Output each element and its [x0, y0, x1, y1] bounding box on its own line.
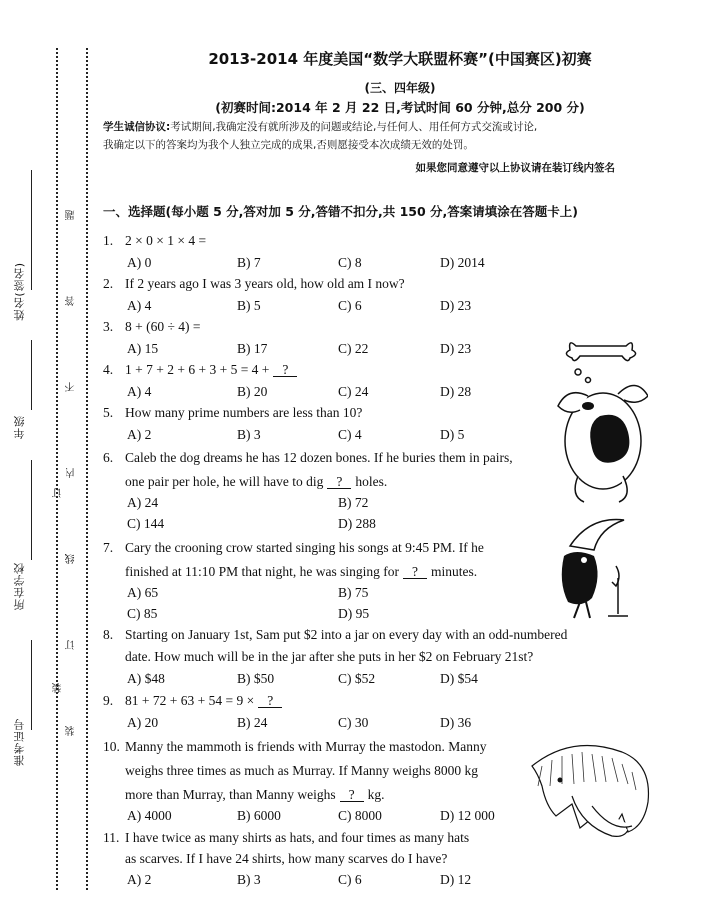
option-d[interactable]: D) 5: [440, 427, 465, 442]
option-b[interactable]: B) 6000: [237, 808, 281, 823]
option-a[interactable]: A) 24: [127, 495, 159, 510]
option-d[interactable]: D) 12: [440, 872, 472, 887]
option-b[interactable]: B) 75: [338, 585, 369, 600]
inner-mark-zhuang: 装: [66, 726, 77, 736]
option-c[interactable]: C) 6: [338, 872, 362, 887]
option-c[interactable]: C) 6: [338, 298, 362, 313]
agree-note: 如果您同意遵守以上协议请在装订线内签名: [415, 162, 615, 174]
answer-blank: ?: [273, 363, 297, 377]
question-number: 3.: [103, 319, 114, 334]
school-line: [31, 460, 32, 560]
option-b[interactable]: B) 72: [338, 495, 369, 510]
grade-level: (三、四年级): [364, 81, 436, 95]
name-signature-label: 姓名(签名): [13, 262, 26, 321]
answer-blank: ?: [327, 475, 351, 489]
question-10-line-3: [125, 787, 384, 803]
crow-singing-illustration: [550, 516, 640, 620]
option-a[interactable]: A) 4: [127, 298, 152, 313]
option-a[interactable]: A) 2: [127, 872, 152, 887]
question-9: [103, 693, 286, 709]
option-d[interactable]: D) 23: [440, 298, 472, 313]
question-text: minutes.: [430, 564, 478, 579]
question-text: holes.: [355, 474, 388, 489]
option-b[interactable]: B) 24: [237, 715, 268, 730]
question-text: Caleb the dog dreams he has 12 dozen bones. If he buries them in pairs,: [125, 450, 513, 465]
question-10-line-2: [125, 763, 478, 779]
option-b[interactable]: B) 5: [237, 298, 261, 313]
question-number: 1.: [103, 233, 114, 248]
option-b[interactable]: B) 3: [237, 427, 261, 442]
option-c[interactable]: C) 4: [338, 427, 362, 442]
question-text: more than Murray, than Manny weighs: [125, 787, 336, 802]
question-text: date. How much will be in the jar after she puts in her $2 on February 21st?: [125, 649, 534, 664]
question-11: [103, 830, 469, 846]
question-text: 81 + 72 + 63 + 54 = 9 ×: [125, 693, 255, 708]
option-c[interactable]: C) 22: [338, 341, 369, 356]
option-d[interactable]: D) 23: [440, 341, 472, 356]
school-label: 所在学校: [13, 562, 26, 610]
question-text: 2 × 0 × 1 × 4 =: [125, 233, 207, 248]
question-text: one pair per hole, he will have to dig: [125, 474, 324, 489]
question-4: [103, 362, 301, 378]
inner-mark-ti: 题: [66, 210, 77, 220]
option-b[interactable]: B) 20: [237, 384, 268, 399]
option-c[interactable]: C) 8: [338, 255, 362, 270]
question-text: If 2 years ago I was 3 years old, how old am I now?: [125, 276, 405, 291]
option-c[interactable]: C) $52: [338, 671, 376, 686]
question-number: 6.: [103, 450, 114, 465]
option-a[interactable]: A) 4000: [127, 808, 172, 823]
grade-label: 年级: [13, 415, 26, 439]
inner-mark-da: 答: [66, 296, 77, 306]
option-a[interactable]: A) 20: [127, 715, 159, 730]
question-11-line-2: [125, 851, 447, 867]
exam-id-label: 准考证号: [13, 718, 26, 766]
mammoth-illustration: [512, 736, 662, 846]
option-d[interactable]: D) 28: [440, 384, 472, 399]
option-a[interactable]: A) $48: [127, 671, 165, 686]
option-c[interactable]: C) 8000: [338, 808, 382, 823]
option-a[interactable]: A) 0: [127, 255, 152, 270]
honor-line-1: 考试期间,我确定没有就所涉及的问题或结论,与任何人、用任何方式交流或讨论,: [170, 121, 538, 133]
option-d[interactable]: D) $54: [440, 671, 478, 686]
question-text: I have twice as many shirts as hats, and four times as many hats: [125, 830, 470, 845]
question-text: Cary the crooning crow started singing his songs at 9:45 PM. If he: [125, 540, 484, 555]
question-text: finished at 11:10 PM that night, he was singing for: [125, 564, 399, 579]
question-number: 8.: [103, 627, 114, 642]
question-number: 7.: [103, 540, 114, 555]
exam-time: (初赛时间:2014 年 2 月 22 日,考试时间 60 分钟,总分 200 分): [215, 100, 585, 115]
option-c[interactable]: C) 24: [338, 384, 369, 399]
option-c[interactable]: C) 30: [338, 715, 369, 730]
question-10: [103, 739, 486, 755]
option-d[interactable]: D) 12 000: [440, 808, 495, 823]
question-text: weighs three times as much as Murray. If Manny weighs 8000 kg: [125, 763, 479, 778]
question-8: [103, 627, 567, 643]
question-1: [103, 233, 206, 249]
question-number: 9.: [103, 693, 114, 708]
answer-blank: ?: [258, 694, 282, 708]
outer-mark-ding: 订: [53, 488, 64, 498]
dog-dreaming-bone-illustration: [548, 336, 648, 506]
inner-mark-ding: 订: [66, 640, 77, 650]
question-number: 10.: [103, 739, 120, 754]
question-number: 2.: [103, 276, 114, 291]
inner-mark-bu: 不: [66, 382, 77, 392]
option-d[interactable]: D) 95: [338, 606, 370, 621]
question-7: [103, 540, 484, 556]
outer-mark-zhuang: 装: [53, 683, 64, 693]
honor-label: 学生诚信协议:: [103, 121, 171, 133]
question-text: kg.: [367, 787, 385, 802]
answer-blank: ?: [340, 788, 364, 802]
name-signature-line: [31, 170, 32, 290]
option-a[interactable]: A) 15: [127, 341, 159, 356]
section-title: 一、选择题(每小题 5 分,答对加 5 分,答错不扣分,共 150 分,答案请填涂在答题卡上): [103, 204, 579, 219]
binding-line-inner: [86, 48, 88, 890]
inner-mark-xian: 线: [66, 554, 77, 564]
option-a[interactable]: A) 65: [127, 585, 159, 600]
exam-title: 2013-2014 年度美国“数学大联盟杯赛”(中国赛区)初赛: [208, 50, 592, 68]
question-2: [103, 276, 405, 292]
option-a[interactable]: A) 2: [127, 427, 152, 442]
question-text: as scarves. If I have 24 shirts, how many scarves do I have?: [125, 851, 448, 866]
honor-line-2: 我确定以下的答案均为我个人独立完成的成果,否则愿接受本次成绩无效的处罚。: [103, 139, 474, 151]
grade-line: [31, 340, 32, 410]
question-8-line-2: [125, 649, 533, 665]
question-6: [103, 450, 513, 466]
question-number: 11.: [103, 830, 120, 845]
option-c[interactable]: C) 144: [127, 516, 165, 531]
question-number: 4.: [103, 362, 114, 377]
option-b[interactable]: B) 17: [237, 341, 268, 356]
option-b[interactable]: B) 7: [237, 255, 261, 270]
honor-agreement: [103, 118, 648, 154]
answer-blank: ?: [403, 565, 427, 579]
question-text: How many prime numbers are less than 10?: [125, 405, 363, 420]
question-text: 8 + (60 ÷ 4) =: [125, 319, 201, 334]
inner-mark-nei: 内: [66, 468, 77, 478]
option-b[interactable]: B) $50: [237, 671, 275, 686]
question-number: 5.: [103, 405, 114, 420]
option-a[interactable]: A) 4: [127, 384, 152, 399]
option-d[interactable]: D) 288: [338, 516, 376, 531]
question-7-line-2: [125, 564, 477, 580]
question-text: 1 + 7 + 2 + 6 + 3 + 5 = 4 +: [125, 362, 270, 377]
question-text: Starting on January 1st, Sam put $2 into a jar on every day with an odd-numbered: [125, 627, 568, 642]
question-5: [103, 405, 362, 421]
option-d[interactable]: D) 2014: [440, 255, 485, 270]
question-text: Manny the mammoth is friends with Murray the mastodon. Manny: [125, 739, 487, 754]
option-b[interactable]: B) 3: [237, 872, 261, 887]
option-c[interactable]: C) 85: [127, 606, 158, 621]
option-d[interactable]: D) 36: [440, 715, 472, 730]
question-6-line-2: [125, 474, 387, 490]
binding-line-outer: [56, 48, 58, 890]
exam-id-line: [31, 640, 32, 730]
question-3: [103, 319, 201, 335]
